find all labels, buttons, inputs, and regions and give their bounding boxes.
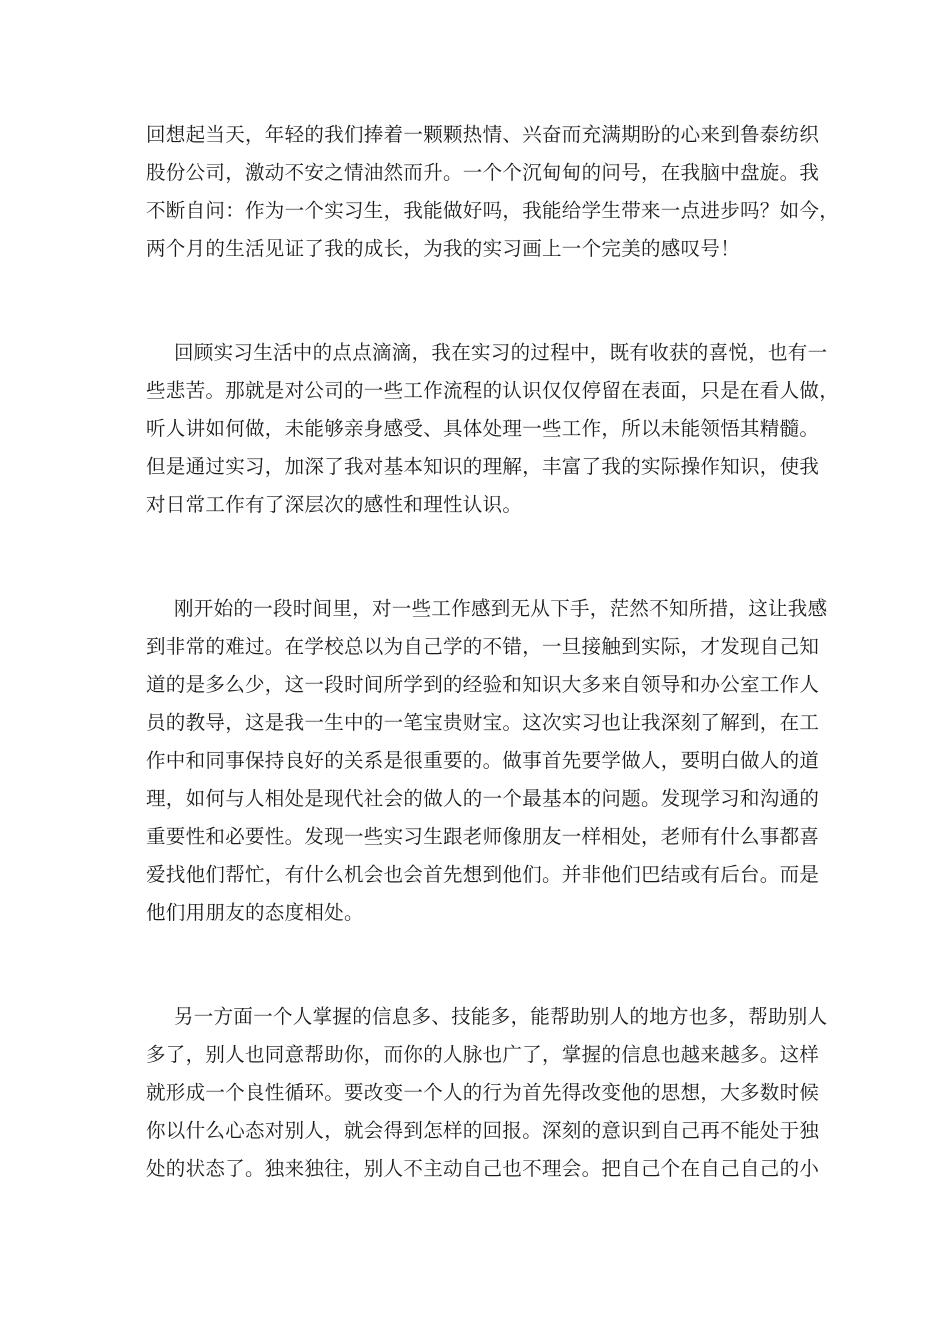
- paragraph-line: 处的状态了。独来独往，别人不主动自己也不理会。把自己个在自己自己的小: [146, 1157, 820, 1180]
- paragraph-line: 不断自问：作为一个实习生，我能做好吗，我能给学生带来一点进步吗？如今，: [146, 199, 840, 222]
- paragraph-line: 道的是多么少，这一段时间所学到的经验和知识大多来自领导和办公室工作人: [146, 673, 820, 696]
- paragraph-line: 理，如何与人相处是现代社会的做人的一个最基本的问题。发现学习和沟通的: [146, 787, 820, 810]
- paragraph-line: 作中和同事保持良好的关系是很重要的。做事首先要学做人，要明白做人的道: [146, 749, 820, 772]
- paragraph-line: 多了，别人也同意帮助你，而你的人脉也广了，掌握的信息也越来越多。这样: [146, 1043, 820, 1066]
- paragraph-line: 股份公司，激动不安之情油然而升。一个个沉甸甸的问号，在我脑中盘旋。我: [146, 161, 820, 184]
- paragraph-line: 爱找他们帮忙，有什么机会也会首先想到他们。并非他们巴结或有后台。而是: [146, 863, 820, 886]
- paragraph-line: 两个月的生活见证了我的成长，为我的实习画上一个完美的感叹号！: [146, 237, 741, 260]
- paragraph-line: 到非常的难过。在学校总以为自己学的不错，一旦接触到实际，才发现自己知: [146, 635, 820, 658]
- paragraph-line: 回想起当天，年轻的我们捧着一颗颗热情、兴奋而充满期盼的心来到鲁泰纺织: [146, 123, 820, 146]
- paragraph-line: 员的教导，这是我一生中的一笔宝贵财宝。这次实习也让我深刻了解到，在工: [146, 711, 820, 734]
- paragraph-line: 对日常工作有了深层次的感性和理性认识。: [146, 493, 523, 516]
- paragraph-line: 重要性和必要性。发现一些实习生跟老师像朋友一样相处，老师有什么事都喜: [146, 825, 820, 848]
- paragraph-line: 你以什么心态对别人，就会得到怎样的回报。深刻的意识到自己再不能处于独: [146, 1119, 820, 1142]
- paragraph-line: 些悲苦。那就是对公司的一些工作流程的认识仅仅停留在表面，只是在看人做，: [146, 379, 840, 402]
- paragraph-line: 另一方面一个人掌握的信息多、技能多，能帮助别人的地方也多，帮助别人: [174, 1005, 828, 1028]
- paragraph-line: 回顾实习生活中的点点滴滴，我在实习的过程中，既有收获的喜悦，也有一: [174, 341, 828, 364]
- paragraph-line: 刚开始的一段时间里，对一些工作感到无从下手，茫然不知所措，这让我感: [174, 597, 828, 620]
- paragraph-line: 就形成一个良性循环。要改变一个人的行为首先得改变他的思想，大多数时候: [146, 1081, 820, 1104]
- paragraph-line: 听人讲如何做，未能够亲身感受、具体处理一些工作，所以未能领悟其精髓。: [146, 417, 820, 440]
- paragraph-line: 他们用朋友的态度相处。: [146, 901, 364, 924]
- paragraph-line: 但是通过实习，加深了我对基本知识的理解，丰富了我的实际操作知识，使我: [146, 455, 820, 478]
